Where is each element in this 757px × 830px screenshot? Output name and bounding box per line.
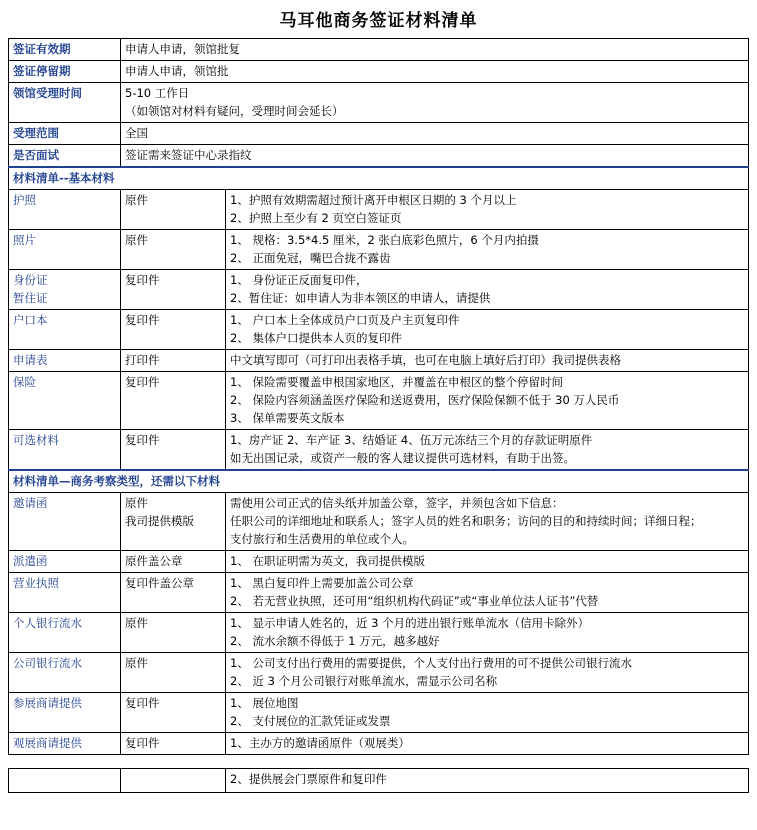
info-value [121, 123, 749, 145]
material-row [9, 430, 749, 471]
material-name [9, 430, 121, 471]
info-value-line: 签证需来签证中心录指纹 [125, 148, 252, 162]
info-value-line: 申请人申请，领馆批 [125, 64, 229, 78]
material-name [9, 551, 121, 573]
material-detail-line: 3、 保单需要英文版本 [230, 411, 345, 425]
material-type [121, 653, 226, 693]
material-type-line: 原件 [125, 233, 148, 247]
material-detail [226, 270, 749, 310]
section-header-row [9, 470, 749, 493]
material-name-line: 公司银行流水 [13, 656, 82, 670]
section-header: 材料清单--基本材料 [9, 167, 749, 190]
material-type [121, 613, 226, 653]
info-label: 受理范围 [9, 123, 121, 145]
material-row [9, 310, 749, 350]
tail-row [9, 769, 749, 793]
info-label: 领馆受理时间 [9, 83, 121, 123]
material-row [9, 190, 749, 230]
material-detail-line: 2、 近 3 个月公司银行对账单流水，需显示公司名称 [230, 674, 498, 688]
material-detail [226, 372, 749, 430]
material-row [9, 372, 749, 430]
material-type-line: 原件 [125, 616, 148, 630]
material-type [121, 493, 226, 551]
material-type-line: 复印件 [125, 433, 160, 447]
material-type [121, 733, 226, 755]
material-detail-line: 2、 支付展位的汇款凭证或发票 [230, 714, 391, 728]
page-title: 马耳他商务签证材料清单 [279, 11, 478, 31]
material-detail [226, 573, 749, 613]
material-detail-line: 1、 展位地图 [230, 696, 299, 710]
info-row [9, 61, 749, 83]
material-row [9, 270, 749, 310]
material-row [9, 493, 749, 551]
material-name [9, 573, 121, 613]
material-detail [226, 551, 749, 573]
material-type-line: 复印件 [125, 696, 160, 710]
material-detail [226, 430, 749, 471]
material-type [121, 372, 226, 430]
info-row [9, 145, 749, 168]
material-type [121, 230, 226, 270]
material-detail-line: 2、护照上至少有 2 页空白签证页 [230, 211, 402, 225]
material-detail-line: 1、 规格：3.5*4.5 厘米，2 张白底彩色照片，6 个月内拍摄 [230, 233, 539, 247]
material-detail-line: 1、主办方的邀请函原件（观展类） [230, 736, 410, 750]
material-name-line: 身份证 [13, 273, 48, 287]
material-row [9, 551, 749, 573]
material-name-line: 保险 [13, 375, 36, 389]
info-value-line: （如领馆对材料有疑问，受理时间会延长） [125, 104, 344, 118]
material-detail-line: 1、 黑白复印件上需要加盖公司公章 [230, 576, 414, 590]
info-label: 是否面试 [9, 145, 121, 168]
material-detail [226, 653, 749, 693]
material-detail-line: 1、 保险需要覆盖申根国家地区，并覆盖在申根区的整个停留时间 [230, 375, 563, 389]
material-name [9, 493, 121, 551]
material-name [9, 693, 121, 733]
material-detail [226, 350, 749, 372]
material-type-line: 复印件 [125, 273, 160, 287]
material-detail-line: 1、 公司支付出行费用的需要提供，个人支付出行费用的可不提供公司银行流水 [230, 656, 632, 670]
material-row [9, 230, 749, 270]
material-name-line: 营业执照 [13, 576, 59, 590]
material-name-line: 照片 [13, 233, 36, 247]
material-row [9, 350, 749, 372]
material-type [121, 769, 226, 793]
material-name [9, 270, 121, 310]
material-detail-line: 1、 户口本上全体成员户口页及户主页复印件 [230, 313, 460, 327]
material-detail [226, 310, 749, 350]
material-detail-line: 1、 在职证明需为英文，我司提供模版 [230, 554, 425, 568]
info-value [121, 61, 749, 83]
info-value [121, 145, 749, 168]
material-name [9, 310, 121, 350]
material-detail-line: 支付旅行和生活费用的单位或个人。 [230, 532, 414, 546]
material-name [9, 653, 121, 693]
info-row [9, 123, 749, 145]
material-detail-line: 需使用公司正式的信头纸并加盖公章，签字，并须包含如下信息： [230, 496, 564, 510]
material-name-line: 观展商请提供 [13, 736, 82, 750]
info-value-line: 申请人申请，领馆批复 [125, 42, 240, 56]
material-name [9, 613, 121, 653]
material-name [9, 350, 121, 372]
material-type-line: 原件盖公章 [125, 554, 183, 568]
material-row [9, 733, 749, 755]
material-detail-line: 2、 保险内容须涵盖医疗保险和送返费用，医疗保险保额不低于 30 万人民币 [230, 393, 620, 407]
material-name-line: 可选材料 [13, 433, 59, 447]
material-name [9, 372, 121, 430]
section-header: 材料清单—商务考察类型，还需以下材料 [9, 470, 749, 493]
info-value [121, 83, 749, 123]
material-type [121, 551, 226, 573]
material-type-line: 复印件 [125, 313, 160, 327]
material-type-line: 原件 [125, 656, 148, 670]
material-type-line: 原件 [125, 193, 148, 207]
material-row [9, 573, 749, 613]
material-type-line: 原件 [125, 496, 148, 510]
material-detail-line: 1、 显示申请人姓名的，近 3 个月的进出银行账单流水（信用卡除外） [230, 616, 590, 630]
material-name-line: 派遣函 [13, 554, 48, 568]
material-name-line: 户口本 [13, 313, 48, 327]
material-name-line: 参展商请提供 [13, 696, 82, 710]
material-type [121, 693, 226, 733]
material-detail-line: 2、暂住证：如申请人为非本领区的申请人，请提供 [230, 291, 491, 305]
material-detail [226, 493, 749, 551]
info-row [9, 83, 749, 123]
material-row [9, 693, 749, 733]
material-type [121, 430, 226, 471]
material-detail-line: 1、护照有效期需超过预计离开申根区日期的 3 个月以上 [230, 193, 517, 207]
material-detail-line: 任职公司的详细地址和联系人；签字人员的姓名和职务；访问的目的和持续时间；详细日程； [230, 514, 702, 528]
info-value [121, 39, 749, 61]
material-type [121, 573, 226, 613]
material-detail-line: 2、 若无营业执照，还可用“组织机构代码证”或“事业单位法人证书”代替 [230, 594, 599, 608]
material-type [121, 190, 226, 230]
material-detail-line: 如无出国记录，或资产一般的客人建议提供可选材料，有助于出签。 [230, 451, 575, 465]
material-type-line: 复印件 [125, 736, 160, 750]
material-detail-line: 中文填写即可（可打印出表格手填，也可在电脑上填好后打印）我司提供表格 [230, 353, 621, 367]
section-header-row [9, 167, 749, 190]
material-detail [226, 613, 749, 653]
material-name [9, 230, 121, 270]
material-row [9, 653, 749, 693]
material-detail-line: 1、 身份证正反面复印件， [230, 273, 368, 287]
page-break-spacer [9, 755, 749, 769]
material-type-line: 打印件 [125, 353, 160, 367]
materials-table-body [9, 39, 749, 793]
info-label: 签证有效期 [9, 39, 121, 61]
material-type [121, 270, 226, 310]
material-detail [226, 733, 749, 755]
material-row [9, 613, 749, 653]
material-detail [226, 693, 749, 733]
material-type [121, 310, 226, 350]
material-detail-line: 2、 正面免冠，嘴巴合拢不露齿 [230, 251, 391, 265]
material-name [9, 733, 121, 755]
info-value-line: 全国 [125, 126, 148, 140]
material-type [121, 350, 226, 372]
material-name-line: 护照 [13, 193, 36, 207]
page-break-gap [9, 755, 749, 769]
material-name-line: 暂住证 [13, 291, 48, 305]
material-detail [226, 230, 749, 270]
material-type-line: 我司提供模版 [125, 514, 194, 528]
material-detail-line: 2、 集体户口提供本人页的复印件 [230, 331, 402, 345]
material-detail-line: 1、房产证 2、车产证 3、结婚证 4、伍万元冻结三个月的存款证明原件 [230, 433, 593, 447]
material-name-line: 邀请函 [13, 496, 48, 510]
info-value-line: 5-10 工作日 [125, 86, 190, 100]
material-name [9, 190, 121, 230]
material-name [9, 769, 121, 793]
material-type-line: 复印件 [125, 375, 160, 389]
material-name-line: 申请表 [13, 353, 48, 367]
material-name-line: 个人银行流水 [13, 616, 82, 630]
info-label: 签证停留期 [9, 61, 121, 83]
material-detail [226, 190, 749, 230]
materials-table [8, 38, 749, 793]
material-detail-line: 2、 流水余额不得低于 1 万元，越多越好 [230, 634, 440, 648]
material-type-line: 复印件盖公章 [125, 576, 194, 590]
info-row [9, 39, 749, 61]
material-detail: 2、提供展会门票原件和复印件 [226, 769, 749, 793]
